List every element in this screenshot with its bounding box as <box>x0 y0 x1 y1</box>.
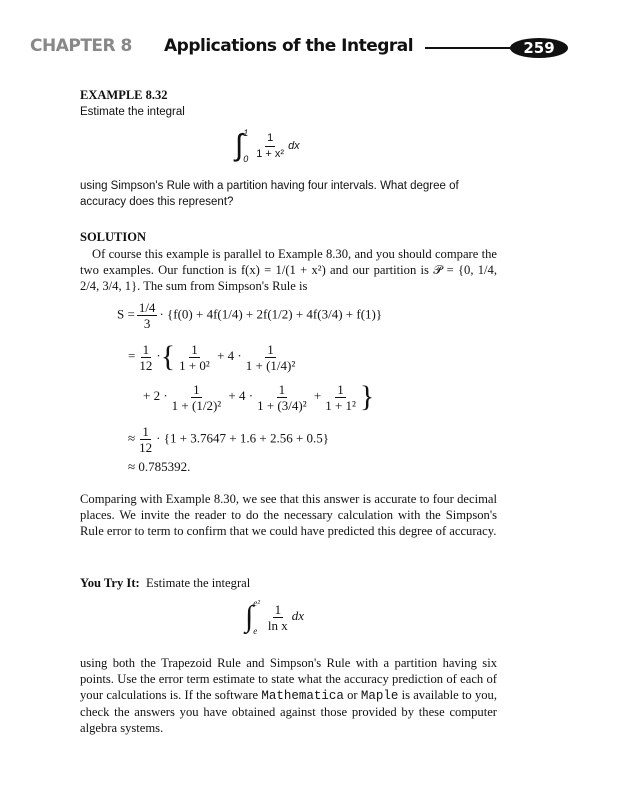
denominator: 1 + 1² <box>325 397 356 413</box>
plus: + <box>313 387 322 403</box>
text: is available to you, check the answers you have obtained against those provided by these computer algebra systems. <box>80 688 497 735</box>
dx: dx <box>291 607 305 623</box>
software-maple: Maple <box>360 689 399 703</box>
right-brace: } <box>359 380 375 413</box>
numerator: 1 <box>193 381 200 397</box>
denominator: 1 + (1/4)² <box>245 357 296 373</box>
term: + 4 · <box>228 387 254 403</box>
numerator: 1 <box>278 381 286 397</box>
example-question: using Simpson's Rule with a partition having four intervals. What degree of accuracy does this represent? <box>80 180 459 208</box>
solution-conclusion: Comparing with Example 8.30, we see that this answer is accurate to four decimal places. We invite the reader to do the necessary calculation with the Simpson's Rule error to term to confirm that we could have predicted this degree of accuracy. <box>80 492 497 538</box>
try-it-heading <box>80 576 250 591</box>
sum-expression: · {f(0) + 4f(1/4) + 2f(1/2) + 4f(3/4) + f(1)} <box>159 306 383 322</box>
approx: ≈ <box>128 430 136 446</box>
numerator: 1 <box>337 381 344 397</box>
numerator: 1 <box>265 131 275 147</box>
example-title: EXAMPLE 8.32 <box>80 88 168 102</box>
header-rule <box>425 47 520 49</box>
denominator: 1 + (3/4)² <box>257 397 307 413</box>
integral-sign: ∫ <box>235 129 244 162</box>
numerator: 1 <box>274 601 282 617</box>
try-it-prompt: Estimate the integral <box>146 576 251 590</box>
solution-title: SOLUTION <box>80 230 146 244</box>
numerator: 1 <box>267 341 274 357</box>
left-brace: { <box>160 340 176 373</box>
sum-values: · {1 + 3.7647 + 1.6 + 2.56 + 0.5} <box>156 430 330 446</box>
solution-intro: Of course this example is parallel to Example 8.30, and you should compare the two examples. Our function is f(x) = 1/(1 + x²) and our partition is 𝒫 = {0, 1/4, 2/4, 3/4, 1}. The sum from Simpson's Rule is <box>80 247 497 293</box>
math-line-2 <box>128 340 299 374</box>
dx: dx <box>288 139 300 152</box>
equals: = <box>128 347 136 363</box>
math-line-1 <box>117 300 382 331</box>
integral-sign: ∫ <box>245 600 254 633</box>
dot: · <box>156 347 161 363</box>
math-line-4 <box>128 424 329 455</box>
page-number: 259 <box>510 38 568 58</box>
software-mathematica: Mathematica <box>261 689 344 703</box>
term: + 2 · <box>143 387 168 403</box>
denominator: 1 + (1/2)² <box>171 397 222 413</box>
term: + 4 · <box>217 347 242 363</box>
example-prompt: Estimate the integral <box>80 106 185 118</box>
try-it-integral <box>245 598 304 636</box>
example-integral <box>235 128 300 164</box>
denominator: 3 <box>143 316 151 331</box>
s-eq: S = <box>117 306 135 322</box>
denominator: 12 <box>139 440 153 455</box>
numerator: 1 <box>142 341 150 357</box>
upper-limit: 1 <box>243 128 249 138</box>
numerator: 1 <box>142 424 149 439</box>
chapter-label: CHAPTER 8 <box>30 36 132 56</box>
chapter-title: Applications of the Integral <box>164 36 414 56</box>
denominator: 12 <box>139 357 153 373</box>
lower-limit: e <box>253 626 258 636</box>
upper-limit: e² <box>253 598 260 608</box>
lower-limit: 0 <box>243 154 249 164</box>
numerator: 1/4 <box>138 300 156 315</box>
denominator: ln x <box>267 617 288 633</box>
try-it-label: You Try It: <box>80 576 140 590</box>
text: or <box>343 688 361 702</box>
denominator: 1 + 0² <box>179 357 210 373</box>
try-it-text <box>80 655 497 736</box>
denominator: 1 + x² <box>256 147 285 160</box>
math-result: ≈ 0.785392. <box>128 459 191 474</box>
numerator: 1 <box>191 341 198 357</box>
text: using both the Trapezoid Rule and Simpson's Rule with a partition having six points. Use the error term estimate to state what the accuracy prediction of each of your calculations is. If the software <box>80 656 497 702</box>
math-line-3 <box>143 380 374 414</box>
